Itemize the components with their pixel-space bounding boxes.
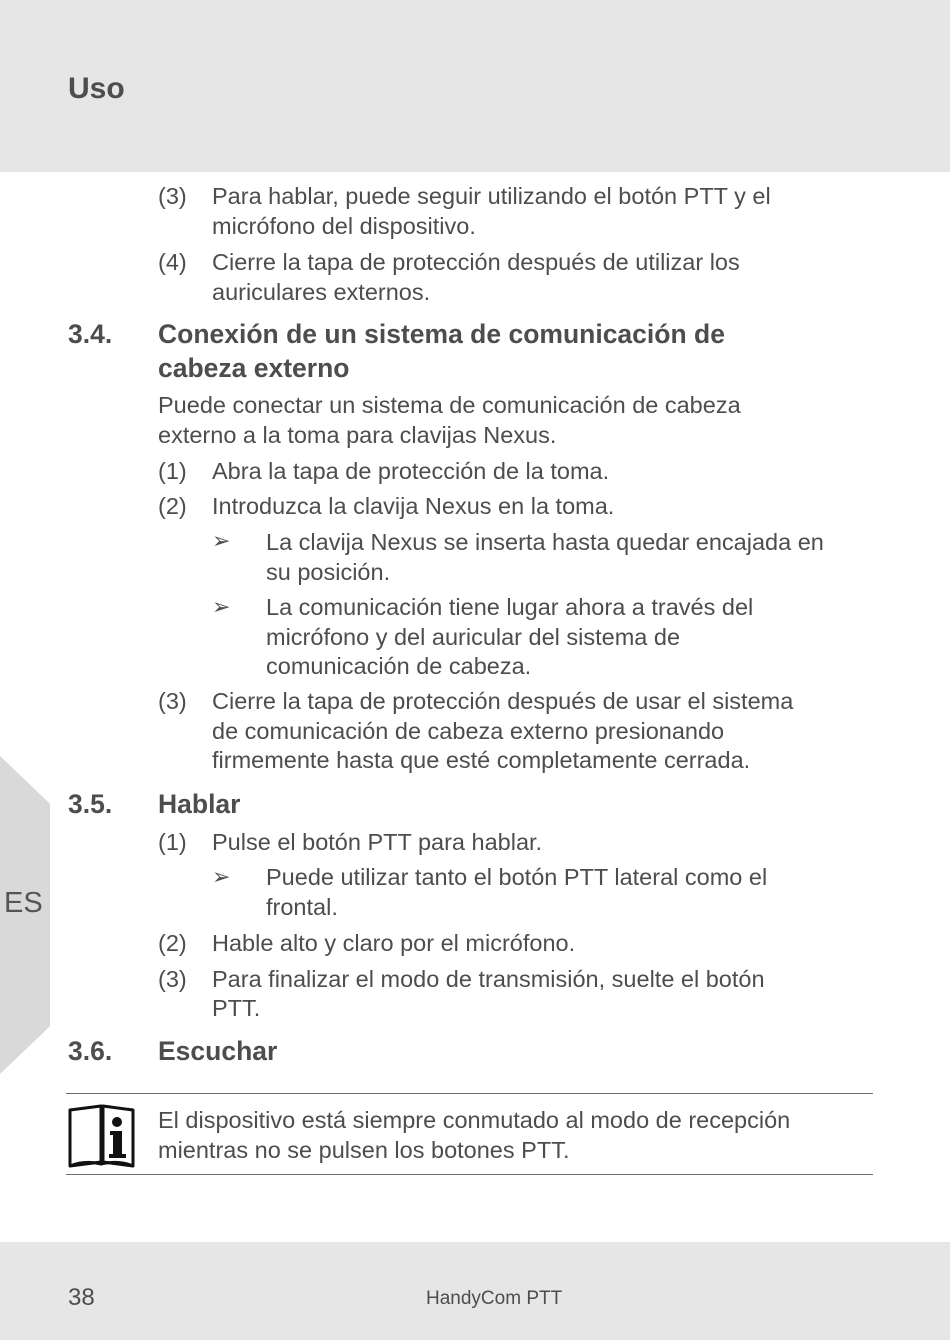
result-text: La clavija Nexus se inserta hasta quedar encajada en	[266, 529, 824, 555]
list-number: (1)	[158, 458, 187, 484]
list-number: (1)	[158, 829, 187, 855]
paragraph: Puede conectar un sistema de comunicación de cabeza	[158, 392, 741, 418]
result-text: comunicación de cabeza.	[266, 653, 532, 679]
list-item-text: Hable alto y claro por el micrófono.	[212, 930, 576, 956]
result-text: frontal.	[266, 894, 338, 920]
section-title: Conexión de un sistema de comunicación de	[158, 319, 725, 349]
section-title: cabeza externo	[158, 353, 350, 383]
list-number: (2)	[158, 493, 187, 519]
list-item-text: Introduzca la clavija Nexus en la toma.	[212, 493, 615, 519]
section-title: Escuchar	[158, 1036, 278, 1066]
list-item-text: Pulse el botón PTT para hablar.	[212, 829, 543, 855]
list-number: (4)	[158, 249, 187, 275]
list-item-text: Para finalizar el modo de transmisión, suelte el botón	[212, 966, 765, 992]
page-number: 38	[68, 1284, 95, 1311]
list-item-text: PTT.	[212, 995, 261, 1021]
page-footer	[0, 1242, 950, 1340]
list-item-text: auriculares externos.	[212, 279, 431, 305]
arrow-bullet-icon: ➢	[212, 864, 231, 889]
result-text: su posición.	[266, 559, 391, 585]
arrow-bullet-icon: ➢	[212, 528, 231, 553]
result-text: La comunicación tiene lugar ahora a través del	[266, 594, 754, 620]
list-item-text: de comunicación de cabeza externo presionando	[212, 718, 725, 744]
result-text: micrófono y del auricular del sistema de	[266, 624, 681, 650]
list-item-text: firmemente hasta que esté completamente cerrada.	[212, 747, 751, 773]
chapter-title: Uso	[68, 72, 125, 105]
list-item-text: Cierre la tapa de protección después de usar el sistema	[212, 688, 794, 714]
note-text: mientras no se pulsen los botones PTT.	[158, 1137, 570, 1163]
info-book-icon	[67, 1102, 137, 1170]
list-number: (3)	[158, 966, 187, 992]
list-number: (2)	[158, 930, 187, 956]
list-number: (3)	[158, 183, 187, 209]
section-number: 3.5.	[68, 789, 113, 819]
list-item-text: Abra la tapa de protección de la toma.	[212, 458, 610, 484]
list-item-text: micrófono del dispositivo.	[212, 213, 476, 239]
arrow-bullet-icon: ➢	[212, 594, 231, 619]
language-label: ES	[4, 887, 43, 919]
page-header	[0, 0, 950, 172]
paragraph: externo a la toma para clavijas Nexus.	[158, 422, 557, 448]
section-title: Hablar	[158, 789, 241, 819]
list-number: (3)	[158, 688, 187, 714]
list-item-text: Cierre la tapa de protección después de utilizar los	[212, 249, 740, 275]
section-number: 3.4.	[68, 319, 113, 349]
note-bottom-rule	[66, 1174, 873, 1175]
result-text: Puede utilizar tanto el botón PTT lateral como el	[266, 864, 768, 890]
note-text: El dispositivo está siempre conmutado al modo de recepción	[158, 1107, 791, 1133]
list-item-text: Para hablar, puede seguir utilizando el botón PTT y el	[212, 183, 771, 209]
product-name: HandyCom PTT	[426, 1288, 563, 1309]
note-top-rule	[66, 1093, 873, 1094]
section-number: 3.6.	[68, 1036, 113, 1066]
